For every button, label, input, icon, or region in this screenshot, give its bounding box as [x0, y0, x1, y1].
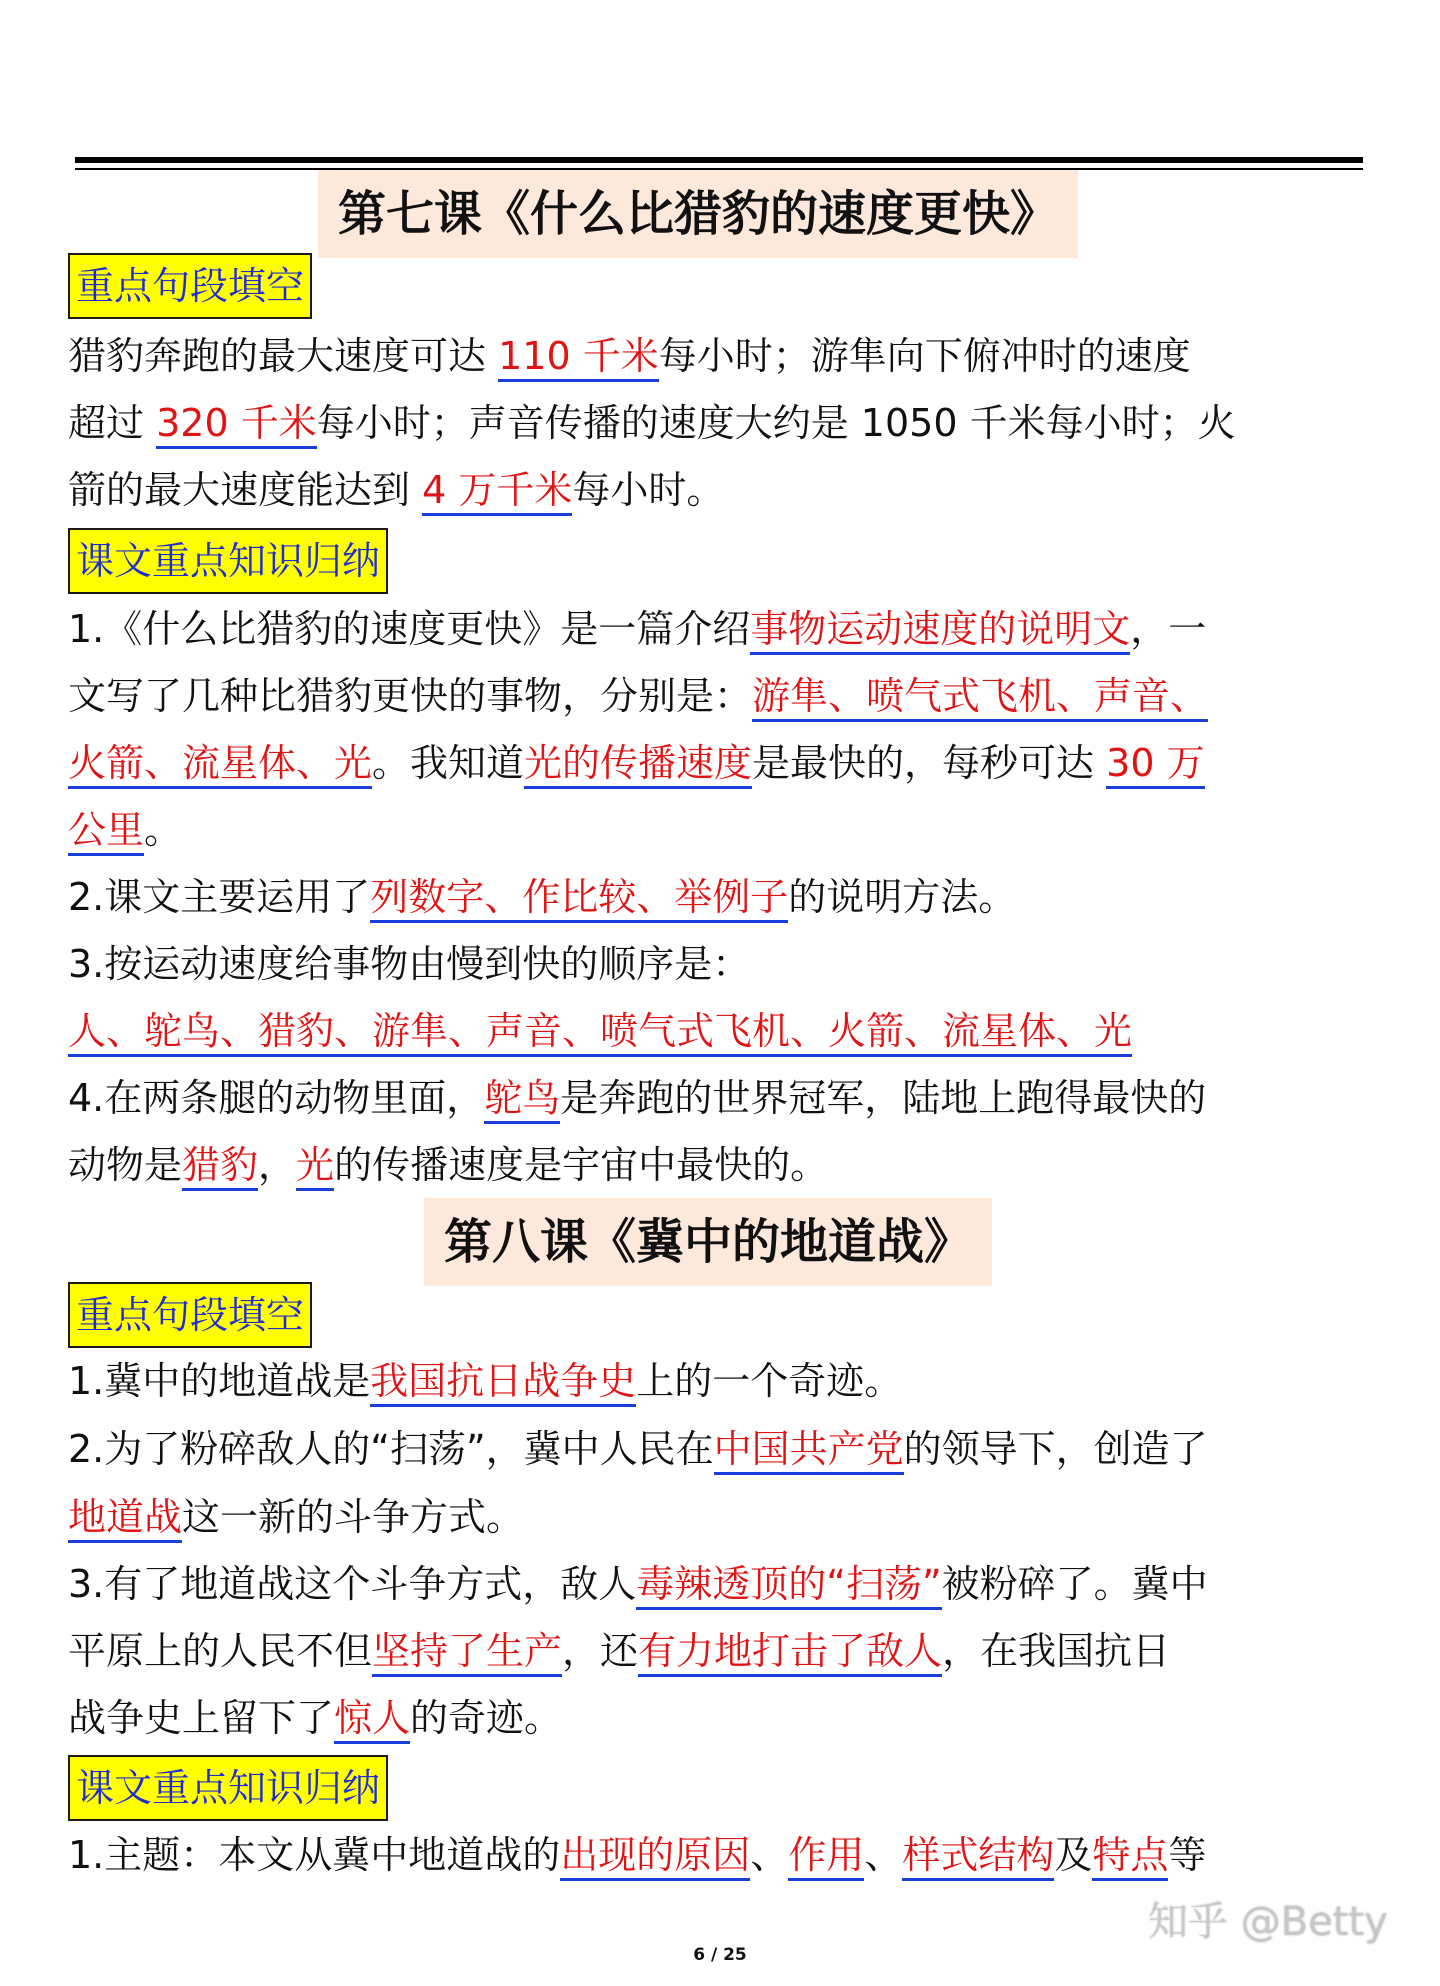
line-text: 动物是 [68, 1143, 183, 1187]
text-line [68, 1418, 1208, 1480]
text-line [68, 1067, 1206, 1129]
line-text: ，一 [1130, 607, 1207, 651]
fill-answer: 样式结构 [902, 1833, 1054, 1881]
lesson8-tag-fill: 重点句段填空 [68, 1282, 312, 1348]
top-rule [75, 157, 1363, 163]
text-line [68, 1134, 828, 1196]
line-text: 平原上的人民不但 [68, 1629, 373, 1673]
fill-answer: 列数字、作比较、举例子 [370, 875, 788, 923]
line-text: 。我知道 [372, 741, 525, 785]
fill-answer: 公里 [68, 808, 144, 856]
line-text: 1.《什么比猎豹的速度更快》是一篇介绍 [68, 607, 751, 651]
line-text: 3.有了地道战这个斗争方式，敌人 [68, 1562, 637, 1606]
fill-answer: 有力地打击了敌人 [638, 1629, 942, 1677]
line-text: 1.冀中的地道战是 [68, 1359, 371, 1403]
text-line [68, 1687, 562, 1749]
text-line [68, 732, 1205, 794]
fill-answer: 作用 [788, 1833, 864, 1881]
lesson7-tag-knowledge: 课文重点知识归纳 [68, 528, 388, 594]
line-text: ，在我国抗日 [942, 1629, 1171, 1673]
fill-answer: 光的传播速度 [524, 741, 752, 789]
lesson8-tag-knowledge: 课文重点知识归纳 [68, 1755, 388, 1821]
text-line [68, 799, 182, 861]
line-text: 的领导下，创造了 [903, 1427, 1208, 1471]
text-line [68, 866, 1016, 928]
line-text: 及 [1054, 1833, 1093, 1877]
line-text: 是奔跑的世界冠军，陆地上跑得最快的 [560, 1076, 1207, 1120]
fill-answer: 事物运动速度的说明文 [750, 607, 1130, 655]
text-line [68, 1620, 1170, 1682]
watermark: 知乎 @Betty [1148, 1899, 1388, 1945]
text-line [68, 459, 724, 521]
line-text: 等 [1168, 1833, 1207, 1877]
fill-answer: 我国抗日战争史 [370, 1359, 636, 1407]
line-text: 2.为了粉碎敌人的“扫荡”，冀中人民在 [68, 1427, 714, 1471]
line-text: 3.按运动速度给事物由慢到快的顺序是： [68, 942, 751, 986]
text-line [68, 1000, 1132, 1062]
line-text: 的传播速度是宇宙中最快的。 [334, 1143, 829, 1187]
fill-answer: 惊人 [334, 1696, 410, 1744]
line-text: 被粉碎了。冀中 [941, 1562, 1208, 1606]
line-text: 文写了几种比猎豹更快的事物，分别是： [68, 674, 753, 718]
lesson7-tag-fill: 重点句段填空 [68, 253, 312, 319]
line-text: 4.在两条腿的动物里面， [68, 1076, 485, 1120]
fill-answer: 火箭、流星体、光 [68, 741, 372, 789]
text-line [68, 665, 1208, 727]
line-text: 、 [750, 1833, 789, 1877]
line-text: 箭的最大速度能达到 [68, 468, 423, 512]
line-text: 超过 [68, 401, 157, 445]
lesson7-title: 第七课《什么比猎豹的速度更快》 [318, 170, 1078, 258]
text-line [68, 598, 1206, 660]
fill-answer: 4 万千米 [422, 468, 572, 516]
line-text: 的说明方法。 [788, 875, 1017, 919]
text-line [68, 325, 1191, 387]
text-line [68, 1486, 524, 1548]
fill-answer: 鸵鸟 [484, 1076, 560, 1124]
line-text: 每小时。 [572, 468, 725, 512]
fill-answer: 坚持了生产 [372, 1629, 562, 1677]
text-line [68, 392, 1236, 454]
line-text: 。 [144, 808, 183, 852]
fill-answer: 出现的原因 [560, 1833, 750, 1881]
fill-answer: 中国共产党 [714, 1427, 904, 1475]
fill-answer: 特点 [1092, 1833, 1168, 1881]
fill-answer: 30 万 [1106, 741, 1204, 789]
line-text: 是最快的，每秒可达 [752, 741, 1107, 785]
line-text: 每小时；游隼向下俯冲时的速度 [658, 334, 1191, 378]
fill-answer: 毒辣透顶的“扫荡” [636, 1562, 941, 1610]
page-number: 6 / 25 [693, 1945, 747, 1965]
line-text: 每小时；声音传播的速度大约是 1050 千米每小时；火 [316, 401, 1236, 445]
text-line [68, 1350, 902, 1412]
fill-answer: 110 千米 [498, 334, 659, 382]
line-text: 这一新的斗争方式。 [182, 1495, 525, 1539]
line-text: ，还 [562, 1629, 639, 1673]
fill-answer: 地道战 [68, 1495, 182, 1543]
fill-answer: 猎豹 [182, 1143, 258, 1191]
line-text: 上的一个奇迹。 [636, 1359, 903, 1403]
line-text: ， [258, 1143, 297, 1187]
fill-answer: 光 [296, 1143, 334, 1191]
text-line [68, 1824, 1206, 1886]
line-text: 1.主题：本文从冀中地道战的 [68, 1833, 561, 1877]
line-text: 战争史上留下了 [68, 1696, 335, 1740]
line-text: 的奇迹。 [410, 1696, 563, 1740]
fill-answer: 人、鸵鸟、猎豹、游隼、声音、喷气式飞机、火箭、流星体、光 [68, 1009, 1132, 1057]
line-text: 猎豹奔跑的最大速度可达 [68, 334, 499, 378]
lesson8-title: 第八课《冀中的地道战》 [424, 1198, 992, 1286]
line-text: 2.课文主要运用了 [68, 875, 371, 919]
line-text: 、 [864, 1833, 903, 1877]
fill-answer: 游隼、喷气式飞机、声音、 [752, 674, 1208, 722]
text-line [68, 933, 750, 995]
fill-answer: 320 千米 [156, 401, 317, 449]
text-line [68, 1553, 1208, 1615]
